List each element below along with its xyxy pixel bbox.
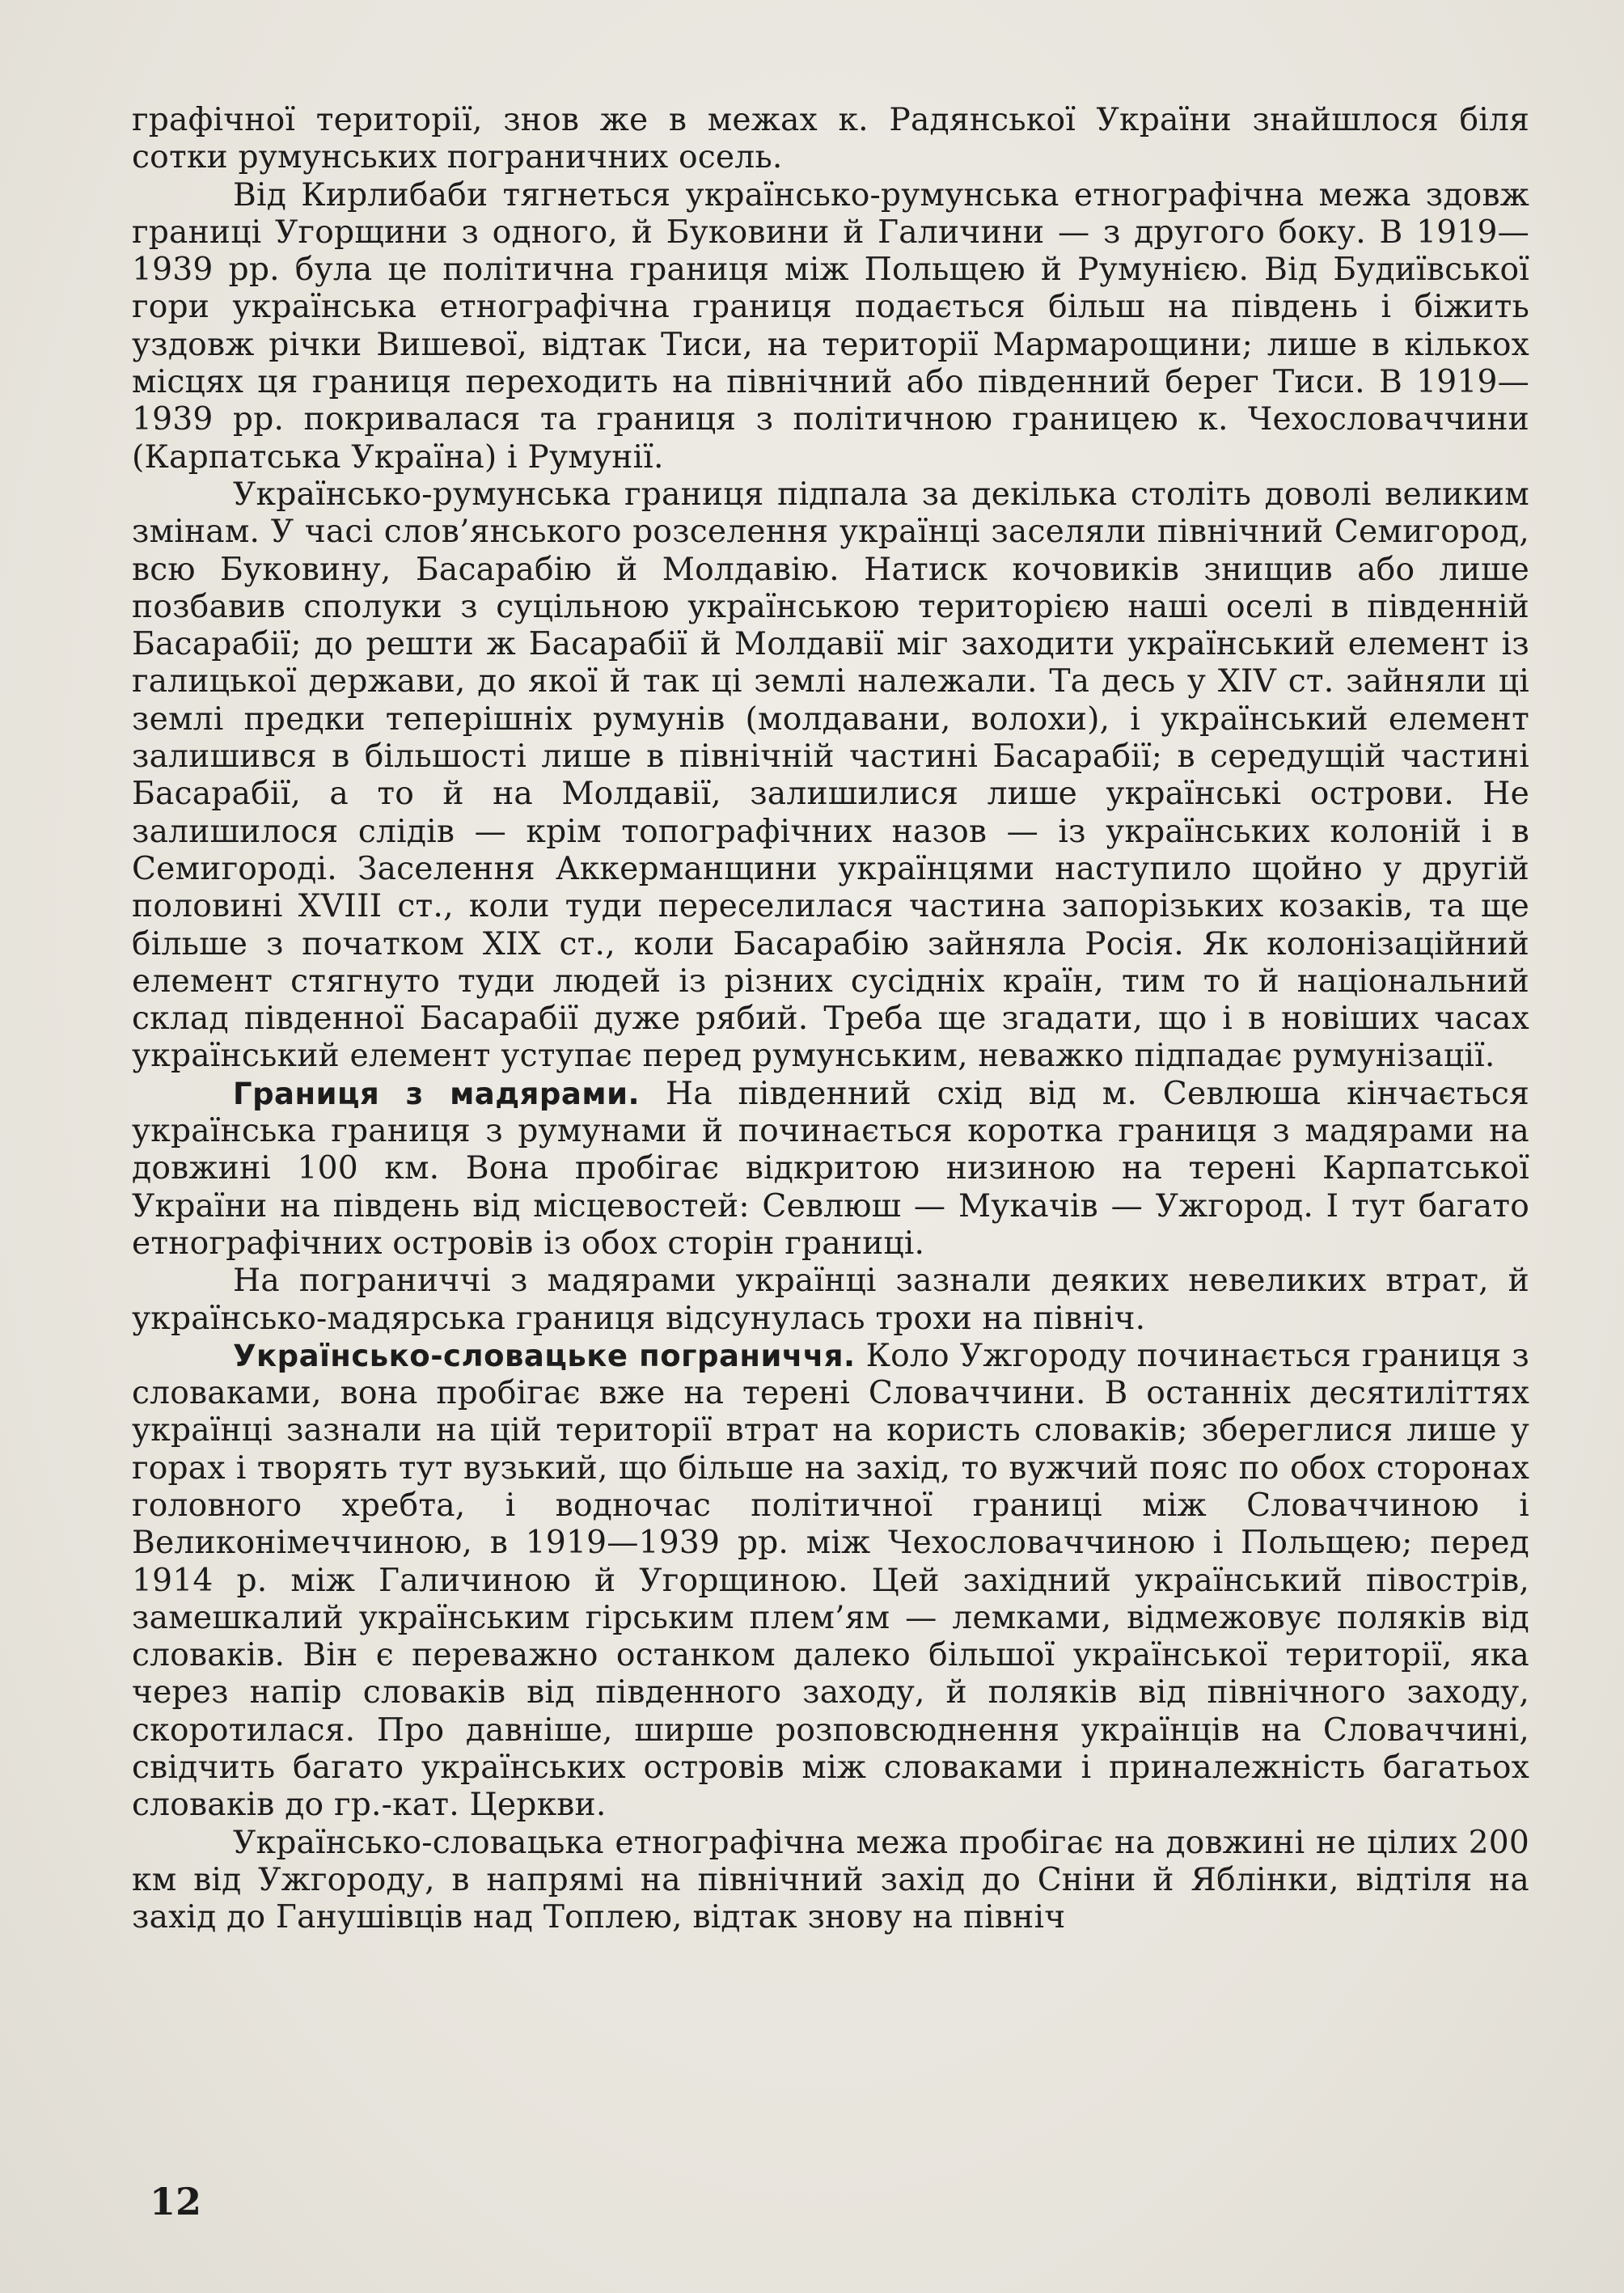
- paragraph-4: [132, 1076, 1529, 1263]
- paragraph-text: На пограниччі з мадярами українці зазнали деяких невеликих втрат, й українсько-мадярська границя відсунулась трохи на північ.: [132, 1263, 1529, 1337]
- paragraph-2: [132, 177, 1529, 476]
- paragraph-1: [132, 102, 1529, 177]
- body-text: [132, 102, 1529, 1937]
- paragraph-text: На південний схід від м. Севлюша кінчається українська границя з румунами й починається коротка границя з мадярами на довжині 100 км. Вона пробігає відкритою низиною на терені Карпатської України на південь від місцевостей: Севлюш — Мукачів — Ужгород. І тут багато етнографічних островів із обох сторін границі.: [132, 1075, 1529, 1262]
- paragraph-text: Українсько-словацька етнографічна межа пробігає на довжині не цілих 200 км від Ужгороду, в напрямі на північний захід до Сніни й Яблінки, відтіля на захід до Ганушівців над Топлею, відтак знову на північ: [132, 1824, 1529, 1936]
- page-number: 12: [150, 2180, 202, 2223]
- paragraph-6: [132, 1338, 1529, 1825]
- paragraph-text: Від Кирлибаби тягнеться українсько-румунська етнографічна межа здовж границі Угорщини з одного, й Буковини й Галичини — з другого боку. В 1919—1939 рр. була це політична границя між Польщею й Румунією. Від Будиївської гори українська етнографічна границя подається більш на південь і біжить уздовж річки Вишевої, відтак Тиси, на території Мармарощини; лише в кількох місцях ця границя переходить на північний або південний берег Тиси. В 1919—1939 рр. покривалася та границя з політичною границею к. Чехословаччини (Карпатська Україна) і Румунії.: [132, 176, 1529, 476]
- paragraph-5: [132, 1263, 1529, 1338]
- section-heading: Границя з мадярами.: [233, 1076, 641, 1111]
- paragraph-text: Коло Ужгороду починається границя з словаками, вона пробігає вже на терені Словаччини. В останніх десятиліттях українці зазнали на цій території втрат на користь словаків; збереглися лише у горах і творять тут вузький, що більше на захід, то вужчий пояс по обох сторонах головного хребта, і водночас політичної границі між Словаччиною і Великонімеччиною, в 1919—1939 рр. між Чехословаччиною і Польщею; перед 1914 р. між Галичиною й Угорщиною. Цей західний український півострів, замешкалий українським гірським плем’ям — лемками, відмежовує поляків від словаків. Він є переважно останком далеко більшої української території, яка через напір словаків від південного заходу, й поляків від північного заходу, скоротилася. Про давніше, ширше розповсюднення українців на Словаччині, свідчить багато українських островів між словаками і приналежність багатьох словаків до гр.-кат. Церкви.: [132, 1337, 1529, 1824]
- paragraph-3: [132, 476, 1529, 1076]
- paragraph-text: графічної території, знов же в межах к. Радянської України знайшлося біля сотки румунських пограничних осель.: [132, 102, 1529, 176]
- paragraph-text: Українсько-румунська границя підпала за декілька століть доволі великим змінам. У часі слов’янського розселення українці заселяли північний Семигород, всю Буковину, Басарабію й Молдавію. Натиск кочовиків знищив або лише позбавив сполуки з суцільною українською територією наші оселі в південній Басарабії; до решти ж Басарабії й Молдавії міг заходити український елемент із галицької держави, до якої й так ці землі належали. Та десь у XIV ст. зайняли ці землі предки теперішніх румунів (молдавани, волохи), і український елемент залишився в більшості лише в північній частині Басарабії; в середущій частині Басарабії, а то й на Молдавії, залишилися лише українські острови. Не залишилося слідів — крім топографічних назов — із українських колоній і в Семигороді. Заселення Аккерманщини українцями наступило щойно у другій половині XVIII ст., коли туди переселилася частина запорізьких козаків, та ще більше з початком XIX ст., коли Басарабію зайняла Росія. Як колонізаційний елемент стягнуто туди людей із різних сусідніх країн, тим то й національний склад південної Басарабії дуже рябий. Треба ще згадати, що і в новіших часах український елемент уступає перед румунським, неважко підпадає румунізації.: [132, 476, 1529, 1075]
- paragraph-7: [132, 1825, 1529, 1937]
- section-heading: Українсько-словацьке пограниччя.: [233, 1338, 856, 1373]
